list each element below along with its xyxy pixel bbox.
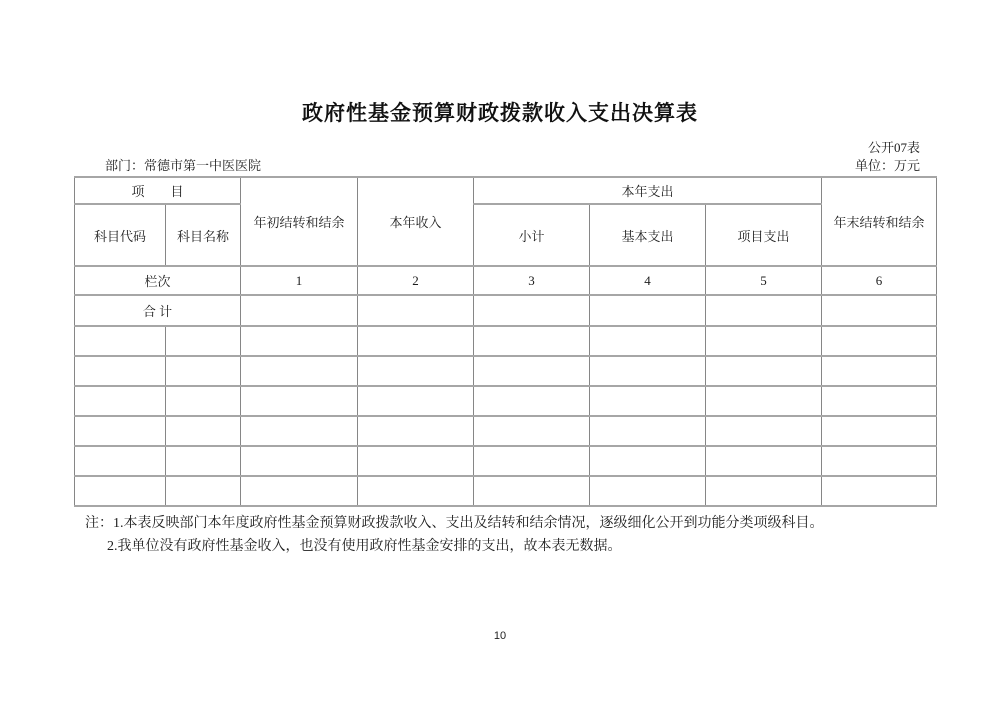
header-item-group: 项 目: [75, 177, 241, 204]
table-row: [75, 476, 937, 506]
table-cell: [241, 326, 358, 356]
header-subtotal: 小计: [474, 204, 590, 266]
table-cell: [474, 416, 590, 446]
table-cell: [75, 446, 166, 476]
table-cell: [241, 416, 358, 446]
table-cell: [706, 416, 822, 446]
table-cell: [822, 326, 937, 356]
table-cell: [241, 476, 358, 506]
department-line: [105, 155, 261, 174]
unit-label: 单位：: [854, 158, 894, 173]
column-index-cell: 4: [590, 266, 706, 295]
footnotes: [85, 512, 824, 558]
table-cell: [166, 386, 241, 416]
table-cell: [75, 476, 166, 506]
table-cell: [590, 356, 706, 386]
table-cell: [822, 416, 937, 446]
page-title: 政府性基金预算财政拨款收入支出决算表: [302, 102, 698, 125]
department-label: 部门：: [105, 158, 145, 173]
table-cell: [706, 446, 822, 476]
table-cell: [590, 446, 706, 476]
table-row: [75, 356, 937, 386]
table-cell: [822, 446, 937, 476]
table-cell: [358, 416, 474, 446]
header-subject-code: 科目代码: [75, 204, 166, 266]
table-cell: [75, 356, 166, 386]
total-cell: [474, 295, 590, 326]
table-cell: [822, 356, 937, 386]
table-cell: [822, 386, 937, 416]
header-basic-expense: 基本支出: [590, 204, 706, 266]
total-cell: [706, 295, 822, 326]
table-cell: [474, 386, 590, 416]
table-body-empty-rows: [75, 326, 937, 506]
table-cell: [166, 446, 241, 476]
header-begin-year-balance: 年初结转和结余: [241, 177, 358, 266]
table-cell: [706, 476, 822, 506]
table-row: [75, 416, 937, 446]
table-cell: [358, 356, 474, 386]
table-cell: [822, 476, 937, 506]
column-index-label: 栏次: [75, 266, 241, 295]
total-cell: [241, 295, 358, 326]
table-cell: [590, 386, 706, 416]
table-cell: [706, 386, 822, 416]
unit-value: 万元: [893, 158, 920, 173]
table-cell: [590, 326, 706, 356]
table-cell: [166, 356, 241, 386]
table-cell: [166, 416, 241, 446]
table-cell: [358, 326, 474, 356]
column-index-cell: 1: [241, 266, 358, 295]
table-cell: [358, 386, 474, 416]
total-row: [75, 295, 937, 326]
table-row: [75, 446, 937, 476]
header-row-1: [75, 177, 937, 204]
table-cell: [75, 386, 166, 416]
table-code-label: 公开07表: [867, 140, 920, 155]
total-cell: [590, 295, 706, 326]
table-cell: [474, 356, 590, 386]
table-cell: [590, 416, 706, 446]
column-index-cell: 3: [474, 266, 590, 295]
total-cell: [358, 295, 474, 326]
header-project-expense: 项目支出: [706, 204, 822, 266]
table-row: [75, 386, 937, 416]
footnote-2: 2.我单位没有政府性基金收入，也没有使用政府性基金安排的支出，故本表无数据。: [107, 539, 622, 554]
column-index-cell: 5: [706, 266, 822, 295]
table-cell: [706, 356, 822, 386]
column-index-row: [75, 266, 937, 295]
header-current-year-income: 本年收入: [358, 177, 474, 266]
header-end-year-balance: 年末结转和结余: [822, 177, 937, 266]
table-cell: [474, 446, 590, 476]
table-row: [75, 326, 937, 356]
table-cell: [166, 326, 241, 356]
table-cell: [166, 476, 241, 506]
column-index-cell: 2: [358, 266, 474, 295]
table-cell: [474, 326, 590, 356]
table-cell: [75, 326, 166, 356]
table-cell: [358, 476, 474, 506]
total-row-label: 合 计: [75, 295, 241, 326]
footnote-1: 注：1.本表反映部门本年度政府性基金预算财政拨款收入、支出及结转和结余情况，逐级细化公开到功能分类项级科目。: [85, 516, 824, 531]
header-subject-name: 科目名称: [166, 204, 241, 266]
department-value: 常德市第一中医医院: [144, 158, 262, 173]
total-cell: [822, 295, 937, 326]
table-cell: [241, 356, 358, 386]
table-cell: [474, 476, 590, 506]
header-row-2: [75, 204, 937, 266]
header-current-year-expense: 本年支出: [474, 177, 822, 204]
page-number: 10: [493, 630, 507, 642]
table-cell: [241, 446, 358, 476]
table-cell: [358, 446, 474, 476]
table-cell: [706, 326, 822, 356]
unit-line: [855, 155, 920, 174]
table-cell: [241, 386, 358, 416]
table-cell: [590, 476, 706, 506]
table-cell: [75, 416, 166, 446]
budget-table: [74, 176, 937, 507]
column-index-cell: 6: [822, 266, 937, 295]
